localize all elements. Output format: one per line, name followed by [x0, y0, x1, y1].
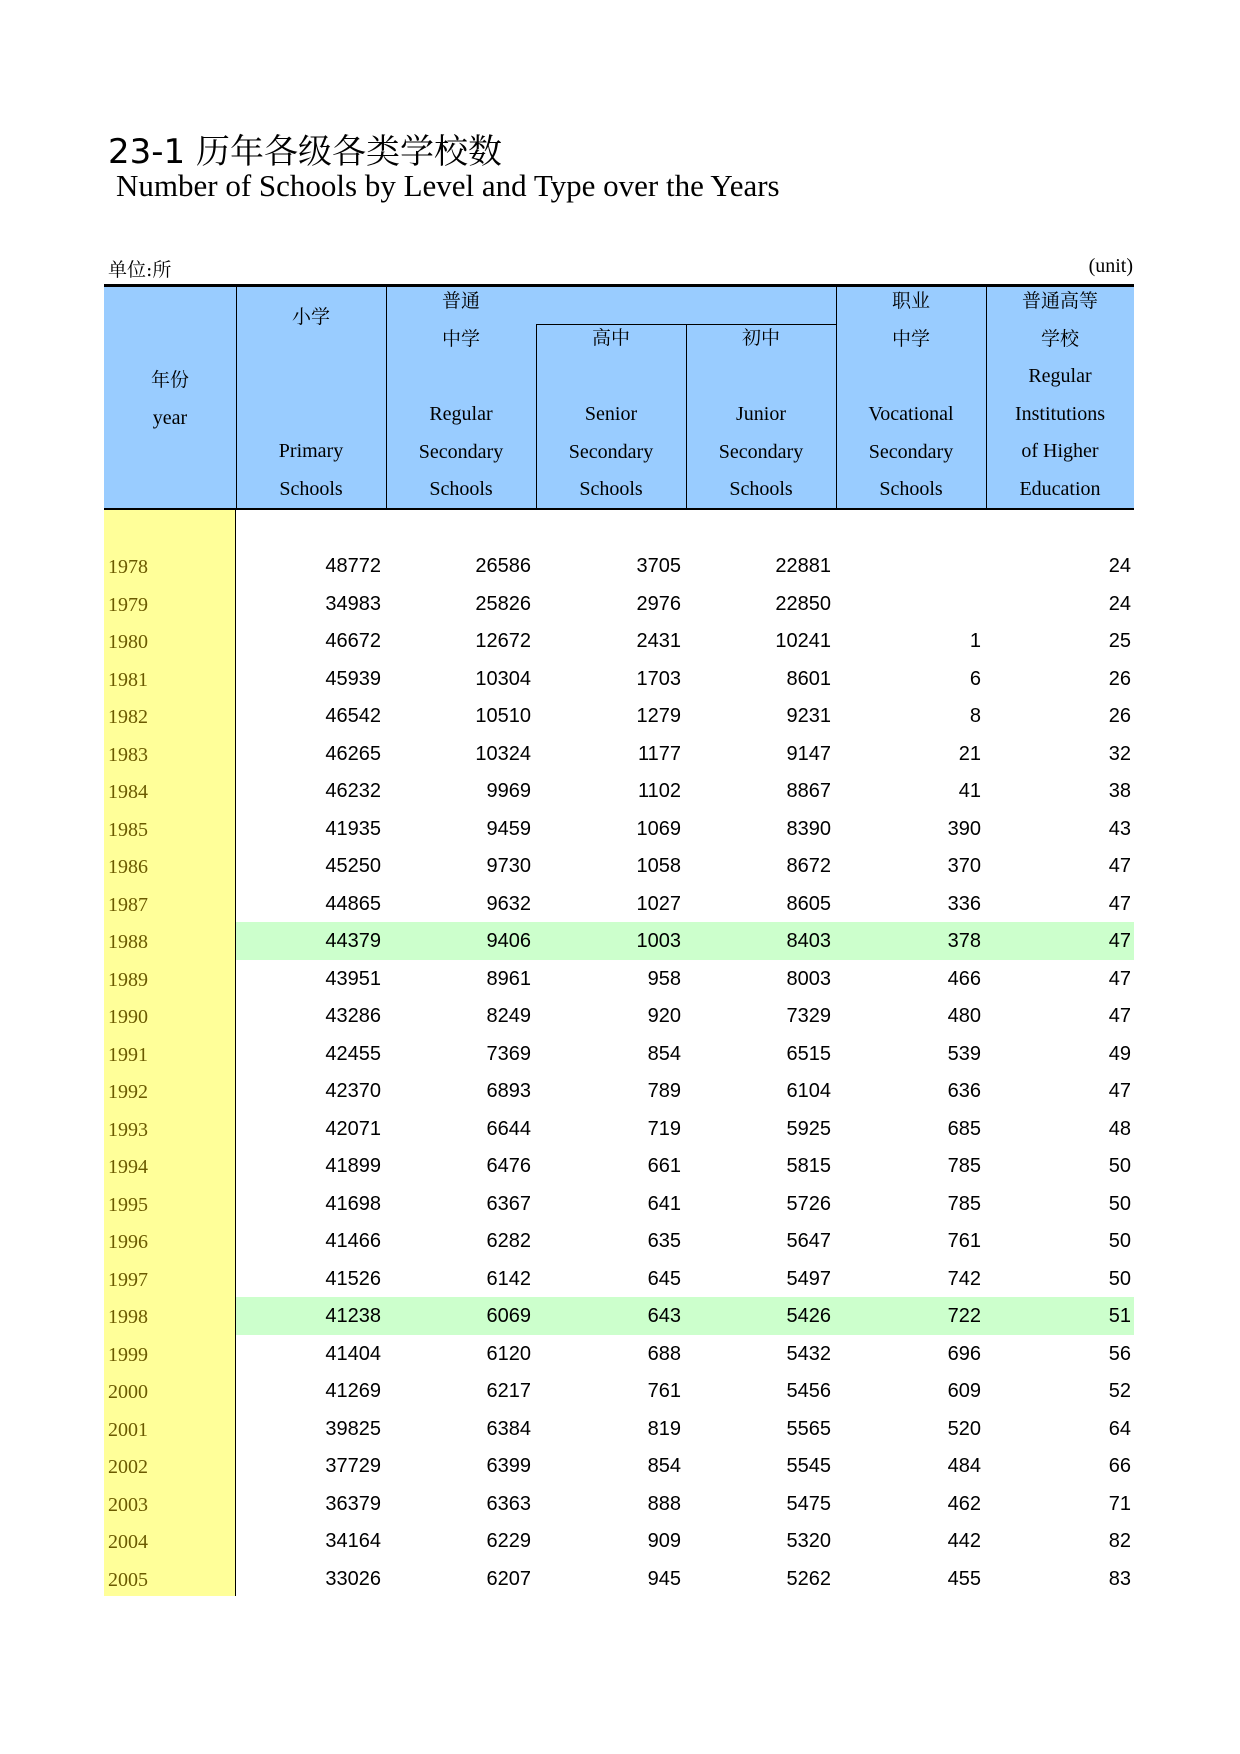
primary-cell: 36379 [325, 1492, 381, 1515]
regular-secondary-cell: 6644 [486, 1117, 531, 1140]
senior-cell: 761 [647, 1380, 681, 1402]
vocational-cell: 8 [969, 705, 981, 727]
higher-cell: 82 [1108, 1530, 1131, 1552]
vocational-cell: 785 [947, 1155, 981, 1177]
senior-cell: 958 [647, 967, 681, 990]
table-row [104, 1035, 1134, 1073]
header-higher-en3: of Higher [1021, 440, 1099, 462]
primary-cell: 42370 [325, 1080, 381, 1102]
header-vocational-en2: Secondary [868, 440, 954, 463]
vocational-cell: 41 [958, 780, 981, 802]
vocational-cell: 480 [947, 1005, 981, 1027]
primary-cell: 46542 [325, 705, 381, 727]
vocational-cell: 455 [947, 1567, 981, 1590]
header-higher-en2: Institutions [1014, 402, 1105, 425]
year-cell: 1984 [108, 781, 148, 803]
higher-cell: 47 [1108, 967, 1131, 990]
vocational-cell: 466 [947, 967, 981, 990]
header-vocational-en [836, 396, 986, 509]
header-higher [986, 283, 1134, 508]
header-senior-en2: Secondary [568, 440, 654, 463]
regular-secondary-cell: 6120 [486, 1342, 531, 1365]
table-row [104, 1372, 1134, 1410]
table-row [104, 772, 1134, 810]
table-row [104, 885, 1134, 923]
primary-cell: 41935 [325, 817, 381, 840]
header-senior-en [536, 396, 686, 509]
senior-cell: 719 [647, 1117, 681, 1140]
regular-secondary-cell: 10324 [475, 742, 531, 765]
junior-cell: 8867 [786, 780, 831, 802]
regular-secondary-cell: 6893 [486, 1080, 531, 1102]
primary-cell: 41526 [325, 1267, 381, 1290]
header-primary-cn: 小学 [291, 306, 330, 328]
higher-cell: 38 [1108, 780, 1131, 802]
higher-cell: 50 [1108, 1267, 1131, 1290]
table-row [104, 1297, 1134, 1335]
vocational-cell: 378 [947, 930, 981, 952]
higher-cell: 71 [1108, 1492, 1131, 1515]
header-regular-secondary-cn2: 中学 [441, 327, 480, 350]
regular-secondary-cell: 26586 [475, 555, 531, 577]
header-vocational-en1: Vocational [868, 403, 954, 425]
senior-cell: 688 [647, 1342, 681, 1365]
regular-secondary-cell: 9730 [486, 855, 531, 877]
table-row [104, 1410, 1134, 1448]
higher-cell: 47 [1108, 1005, 1131, 1027]
senior-cell: 920 [647, 1005, 681, 1027]
vocational-cell: 462 [947, 1492, 981, 1515]
header-junior [686, 320, 836, 358]
table-row [104, 960, 1134, 998]
primary-cell: 45939 [325, 667, 381, 690]
regular-secondary-cell: 6207 [486, 1567, 531, 1590]
header-regular-secondary-en3: Schools [429, 478, 493, 500]
senior-cell: 2431 [636, 630, 681, 652]
vocational-cell: 484 [947, 1455, 981, 1477]
higher-cell: 52 [1108, 1380, 1131, 1402]
junior-cell: 5475 [786, 1492, 831, 1515]
primary-cell: 41269 [325, 1380, 381, 1402]
header-senior-en1: Senior [584, 403, 638, 425]
table-row [104, 547, 1134, 585]
senior-cell: 888 [647, 1492, 681, 1515]
table-row [104, 847, 1134, 885]
regular-secondary-cell: 6069 [486, 1305, 531, 1327]
vocational-cell: 696 [947, 1342, 981, 1365]
table-row [104, 997, 1134, 1035]
higher-cell: 83 [1108, 1567, 1131, 1590]
higher-cell: 47 [1108, 892, 1131, 915]
table-row [104, 1222, 1134, 1260]
higher-cell: 26 [1108, 667, 1131, 690]
senior-cell: 1003 [636, 930, 681, 952]
senior-cell: 1703 [636, 667, 681, 690]
page-title-en: Number of Schools by Level and Type over the Years [116, 168, 780, 203]
year-cell: 1989 [108, 968, 148, 991]
year-cell: 2003 [108, 1493, 148, 1516]
vocational-cell: 539 [947, 1042, 981, 1065]
header-year [104, 362, 236, 437]
regular-secondary-cell: 6282 [486, 1230, 531, 1252]
regular-secondary-cell: 25826 [475, 592, 531, 615]
header-regular-secondary-cn1: 普通 [441, 290, 480, 312]
table-row [104, 1447, 1134, 1485]
unit-label-en: (unit) [1088, 255, 1133, 277]
regular-secondary-cell: 6363 [486, 1492, 531, 1515]
higher-cell: 66 [1108, 1455, 1131, 1477]
year-cell: 1987 [108, 893, 148, 916]
junior-cell: 5432 [786, 1342, 831, 1365]
vocational-cell: 742 [947, 1267, 981, 1290]
header-vocational-en3: Schools [879, 478, 943, 500]
table-row [104, 1147, 1134, 1185]
table-row [104, 697, 1134, 735]
vocational-cell: 6 [969, 667, 981, 690]
header-junior-cn: 初中 [741, 327, 780, 349]
primary-cell: 41404 [325, 1342, 381, 1365]
year-cell: 1981 [108, 668, 148, 691]
primary-cell: 44379 [325, 930, 381, 952]
junior-cell: 6515 [786, 1042, 831, 1065]
junior-cell: 5456 [786, 1380, 831, 1402]
primary-cell: 41466 [325, 1230, 381, 1252]
header-junior-en [686, 396, 836, 509]
regular-secondary-cell: 6217 [486, 1380, 531, 1402]
year-cell: 1983 [108, 743, 148, 766]
year-cell: 2001 [108, 1418, 148, 1441]
header-regular-secondary-en1: Regular [429, 403, 493, 425]
year-cell: 2004 [108, 1531, 148, 1553]
year-cell: 1994 [108, 1156, 148, 1178]
table-row [104, 1522, 1134, 1560]
vocational-cell: 336 [947, 892, 981, 915]
junior-cell: 10241 [775, 630, 831, 652]
regular-secondary-cell: 10510 [475, 705, 531, 727]
header-year-en: year [152, 406, 188, 429]
year-cell: 1978 [108, 556, 148, 578]
year-cell: 1985 [108, 818, 148, 841]
junior-cell: 5545 [786, 1455, 831, 1477]
header-higher-cn2: 学校 [1040, 327, 1079, 350]
higher-cell: 51 [1108, 1305, 1131, 1327]
vocational-cell: 442 [947, 1530, 981, 1552]
year-cell: 1980 [108, 631, 148, 653]
higher-cell: 56 [1108, 1342, 1131, 1365]
senior-cell: 641 [647, 1192, 681, 1215]
higher-cell: 26 [1108, 705, 1131, 727]
primary-cell: 45250 [325, 855, 381, 877]
header-vocational-cn2: 中学 [891, 327, 930, 350]
year-cell: 1995 [108, 1193, 148, 1216]
year-cell: 1986 [108, 856, 148, 878]
table-row [104, 1335, 1134, 1373]
year-cell: 1982 [108, 706, 148, 728]
regular-secondary-cell: 7369 [486, 1042, 531, 1065]
header-vocational-cn1: 职业 [891, 290, 930, 312]
primary-cell: 33026 [325, 1567, 381, 1590]
table-row [104, 922, 1134, 960]
regular-secondary-cell: 8961 [486, 967, 531, 990]
higher-cell: 43 [1108, 817, 1131, 840]
junior-cell: 8672 [786, 855, 831, 877]
table-row [104, 622, 1134, 660]
vocational-cell: 520 [947, 1417, 981, 1440]
junior-cell: 5426 [786, 1305, 831, 1327]
junior-cell: 5647 [786, 1230, 831, 1252]
header-primary-en1: Primary [278, 440, 344, 462]
senior-cell: 1177 [637, 742, 681, 765]
regular-secondary-cell: 6476 [486, 1155, 531, 1177]
primary-cell: 46232 [325, 780, 381, 802]
vocational-cell: 21 [958, 742, 981, 765]
page-title-cn: 23-1 历年各级各类学校数 [108, 132, 502, 172]
header-junior-en2: Secondary [718, 440, 804, 463]
regular-secondary-cell: 8249 [486, 1005, 531, 1027]
primary-cell: 44865 [325, 892, 381, 915]
higher-cell: 25 [1108, 630, 1131, 652]
vocational-cell: 609 [947, 1380, 981, 1402]
vocational-cell: 1 [969, 630, 981, 652]
table-row [104, 1560, 1134, 1598]
senior-cell: 819 [647, 1417, 681, 1440]
regular-secondary-cell: 6384 [486, 1417, 531, 1440]
year-cell: 1988 [108, 931, 148, 953]
primary-cell: 46672 [325, 630, 381, 652]
senior-cell: 635 [647, 1230, 681, 1252]
junior-cell: 5925 [786, 1117, 831, 1140]
regular-secondary-cell: 9632 [486, 892, 531, 915]
year-cell: 1996 [108, 1231, 148, 1253]
higher-cell: 64 [1108, 1417, 1131, 1440]
year-cell: 1992 [108, 1081, 148, 1103]
header-higher-cn1: 普通高等 [1021, 290, 1098, 312]
table-row [104, 735, 1134, 773]
higher-cell: 47 [1108, 855, 1131, 877]
junior-cell: 5320 [786, 1530, 831, 1552]
primary-cell: 34983 [325, 592, 381, 615]
primary-cell: 37729 [325, 1455, 381, 1477]
higher-cell: 48 [1108, 1117, 1131, 1140]
header-primary-en [236, 433, 386, 508]
higher-cell: 47 [1108, 1080, 1131, 1102]
higher-cell: 47 [1108, 930, 1131, 952]
year-cell: 1998 [108, 1306, 148, 1328]
header-higher-en4: Education [1019, 477, 1101, 500]
junior-cell: 6104 [786, 1080, 831, 1102]
table-row [104, 585, 1134, 623]
regular-secondary-cell: 6142 [486, 1267, 531, 1290]
header-primary-en2: Schools [279, 477, 343, 500]
senior-cell: 1027 [636, 892, 681, 915]
regular-secondary-cell: 9406 [486, 930, 531, 952]
senior-cell: 1102 [637, 780, 681, 802]
header-primary [236, 299, 386, 337]
year-cell: 2005 [108, 1568, 148, 1591]
table-row [104, 1185, 1134, 1223]
primary-cell: 41899 [325, 1155, 381, 1177]
junior-cell: 8003 [786, 967, 831, 990]
junior-cell: 8390 [786, 817, 831, 840]
regular-secondary-cell: 10304 [475, 667, 531, 690]
junior-cell: 22850 [775, 592, 831, 615]
header-senior-cn: 高中 [591, 327, 630, 349]
header-junior-en3: Schools [729, 478, 793, 500]
header-regular-secondary-en [386, 396, 536, 509]
regular-secondary-cell: 6229 [486, 1530, 531, 1552]
primary-cell: 43951 [325, 967, 381, 990]
junior-cell: 5262 [786, 1567, 831, 1590]
year-cell: 1999 [108, 1343, 148, 1366]
year-cell: 1990 [108, 1006, 148, 1028]
header-regular-secondary [386, 283, 536, 358]
junior-cell: 5497 [786, 1267, 831, 1290]
table-row [104, 810, 1134, 848]
primary-cell: 46265 [325, 742, 381, 765]
higher-cell: 24 [1108, 592, 1131, 615]
table-body [104, 547, 1134, 1597]
header-regular-secondary-en2: Secondary [418, 440, 504, 463]
senior-cell: 789 [647, 1080, 681, 1102]
senior-cell: 909 [647, 1530, 681, 1552]
junior-cell: 7329 [786, 1005, 831, 1027]
vocational-cell: 370 [947, 855, 981, 877]
table-row [104, 1110, 1134, 1148]
primary-cell: 34164 [325, 1530, 381, 1552]
table-row [104, 1485, 1134, 1523]
table-row [104, 1072, 1134, 1110]
regular-secondary-cell: 6367 [486, 1192, 531, 1215]
senior-cell: 1058 [636, 855, 681, 877]
year-cell: 2002 [108, 1456, 148, 1478]
senior-cell: 2976 [636, 592, 681, 615]
junior-cell: 5815 [786, 1155, 831, 1177]
regular-secondary-cell: 12672 [475, 630, 531, 652]
table-row [104, 660, 1134, 698]
higher-cell: 49 [1108, 1042, 1131, 1065]
regular-secondary-cell: 6399 [486, 1455, 531, 1477]
table-header [104, 284, 1134, 510]
primary-cell: 41698 [325, 1192, 381, 1215]
senior-cell: 643 [647, 1305, 681, 1327]
unit-label-cn: 单位:所 [108, 259, 172, 281]
primary-cell: 39825 [325, 1417, 381, 1440]
junior-cell: 8601 [786, 667, 831, 690]
higher-cell: 24 [1108, 555, 1131, 577]
vocational-cell: 722 [947, 1305, 981, 1327]
senior-cell: 661 [647, 1155, 681, 1177]
senior-cell: 1279 [636, 705, 681, 727]
year-cell: 1991 [108, 1043, 148, 1066]
vocational-cell: 685 [947, 1117, 981, 1140]
header-senior-en3: Schools [579, 478, 643, 500]
higher-cell: 32 [1108, 742, 1131, 765]
regular-secondary-cell: 9969 [486, 780, 531, 802]
primary-cell: 42071 [325, 1117, 381, 1140]
senior-cell: 854 [647, 1455, 681, 1477]
junior-cell: 9231 [786, 705, 831, 727]
year-cell: 1993 [108, 1118, 148, 1141]
primary-cell: 42455 [325, 1042, 381, 1065]
vocational-cell: 636 [947, 1080, 981, 1102]
year-cell: 1997 [108, 1268, 148, 1291]
higher-cell: 50 [1108, 1155, 1131, 1177]
senior-cell: 854 [647, 1042, 681, 1065]
vocational-cell: 785 [947, 1192, 981, 1215]
junior-cell: 9147 [786, 742, 831, 765]
header-senior [536, 320, 686, 358]
higher-cell: 50 [1108, 1230, 1131, 1252]
senior-cell: 945 [647, 1567, 681, 1590]
senior-cell: 3705 [636, 555, 681, 577]
primary-cell: 48772 [325, 555, 381, 577]
primary-cell: 43286 [325, 1005, 381, 1027]
year-cell: 2000 [108, 1381, 148, 1403]
senior-cell: 645 [647, 1267, 681, 1290]
vocational-cell: 390 [947, 817, 981, 840]
vocational-cell: 761 [947, 1230, 981, 1252]
table-row [104, 1260, 1134, 1298]
junior-cell: 22881 [775, 555, 831, 577]
junior-cell: 8605 [786, 892, 831, 915]
header-year-cn: 年份 [150, 369, 189, 391]
junior-cell: 8403 [786, 930, 831, 952]
senior-cell: 1069 [636, 817, 681, 840]
year-cell: 1979 [108, 593, 148, 616]
regular-secondary-cell: 9459 [486, 817, 531, 840]
primary-cell: 41238 [325, 1305, 381, 1327]
header-vocational [836, 283, 986, 358]
junior-cell: 5726 [786, 1192, 831, 1215]
header-higher-en1: Regular [1028, 365, 1092, 387]
header-junior-en1: Junior [736, 403, 786, 425]
higher-cell: 50 [1108, 1192, 1131, 1215]
junior-cell: 5565 [786, 1417, 831, 1440]
